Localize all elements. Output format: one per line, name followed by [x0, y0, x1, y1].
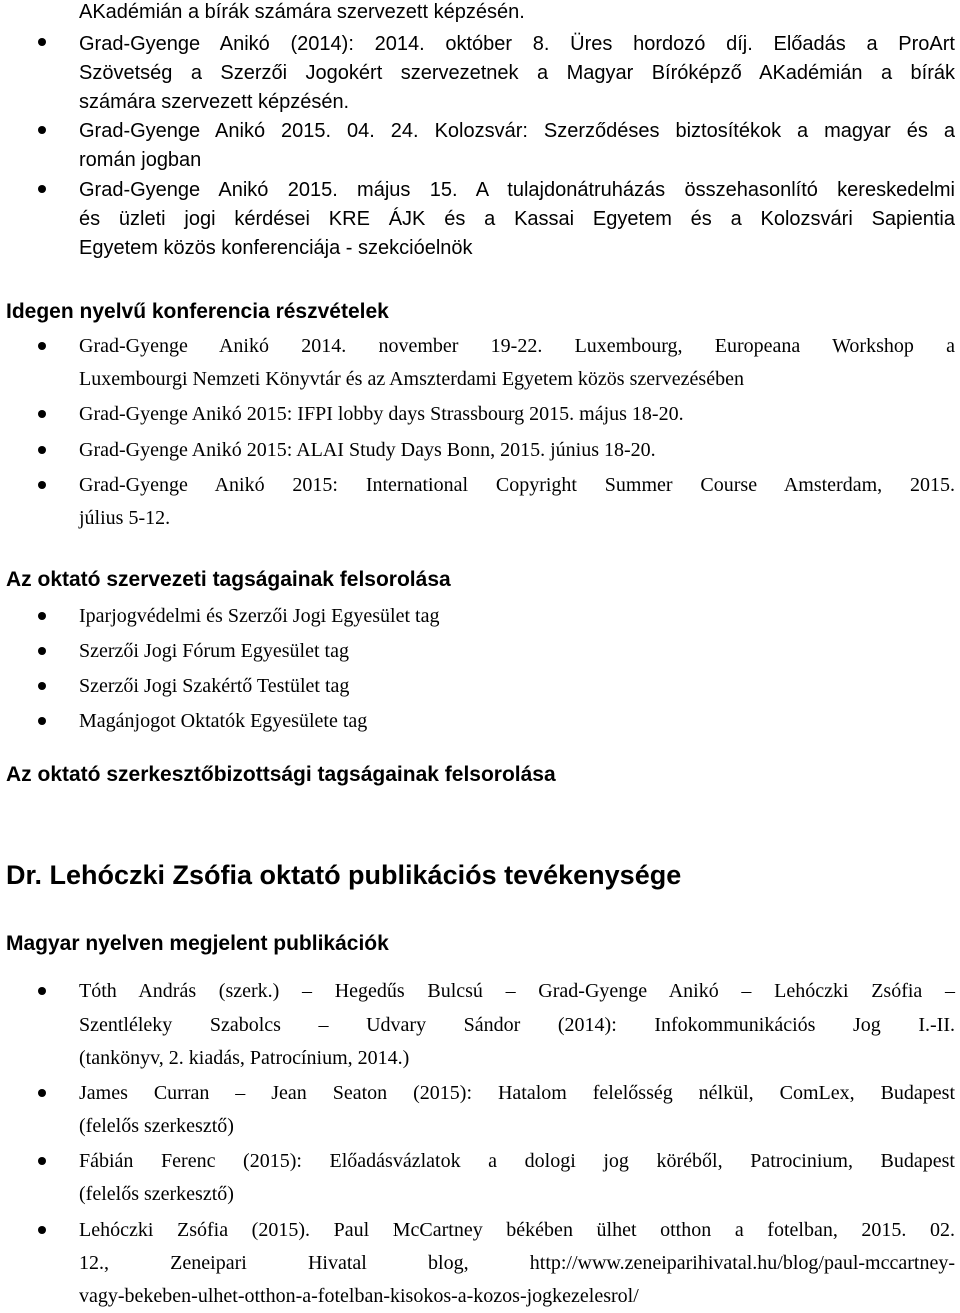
bullet-icon	[38, 446, 46, 454]
list-item-line: Grad-Gyenge Anikó 2015. 04. 24. Kolozsvár: Szerződéses biztosítékok a magyar és a	[79, 120, 955, 142]
bullet-icon	[38, 1226, 46, 1234]
publications-subheading: Magyar nyelven megjelent publikációk	[6, 932, 389, 955]
bullet-icon	[38, 682, 46, 690]
bullet-icon	[38, 647, 46, 655]
bullet-icon	[38, 1157, 46, 1165]
membership-item: Szerzői Jogi Szakértő Testület tag	[79, 675, 350, 697]
list-item-line: (tankönyv, 2. kiadás, Patrocínium, 2014.)	[79, 1047, 410, 1069]
list-item-line: Grad-Gyenge Anikó 2015: IFPI lobby days Strassbourg 2015. május 18-20.	[79, 403, 684, 425]
page-title: Dr. Lehóczki Zsófia oktató publikációs tevékenysége	[6, 860, 682, 890]
list-item-line: Grad-Gyenge Anikó 2015. május 15. A tulajdonátruházás összehasonlító kereskedelmi	[79, 179, 955, 201]
list-item-line: Lehóczki Zsófia (2015). Paul McCartney békében ülhet otthon a fotelban, 2015. 02.	[79, 1219, 955, 1241]
list-item-line: Luxembourgi Nemzeti Könyvtár és az Amszterdami Egyetem közös szervezésében	[79, 368, 744, 390]
bullet-icon	[38, 126, 46, 134]
list-item-line: Grad-Gyenge Anikó (2014): 2014. október 8. Üres hordozó díj. Előadás a ProArt	[79, 33, 955, 55]
list-item-line: román jogban	[79, 149, 202, 171]
list-item-line: Grad-Gyenge Anikó 2015: ALAI Study Days Bonn, 2015. június 18-20.	[79, 439, 656, 461]
bullet-icon	[38, 717, 46, 725]
list-item-line: Egyetem közös konferenciája - szekcióelnök	[79, 237, 473, 259]
bullet-icon	[38, 410, 46, 418]
list-item-line: július 5-12.	[79, 507, 171, 529]
list-item-line: számára szervezett képzésén.	[79, 91, 350, 113]
list-item-line: James Curran – Jean Seaton (2015): Hatalom felelősség nélkül, ComLex, Budapest	[79, 1082, 955, 1104]
editorial-heading: Az oktató szerkesztőbizottsági tagságainak felsorolása	[6, 763, 556, 786]
bullet-icon	[38, 185, 46, 193]
list-item-line: Grad-Gyenge Anikó 2015: International Copyright Summer Course Amsterdam, 2015.	[79, 474, 955, 496]
bullet-icon	[38, 481, 46, 489]
list-item-line: AKadémián a bírák számára szervezett képzésén.	[79, 1, 525, 23]
bullet-icon	[38, 987, 46, 995]
bullet-icon	[38, 38, 46, 46]
blog-link-line[interactable]: 12., Zeneipari Hivatal blog, http://www.zeneiparihivatal.hu/blog/paul-mccartney-	[79, 1252, 955, 1274]
list-item-line: (felelős szerkesztő)	[79, 1183, 234, 1205]
conference-heading: Idegen nyelvű konferencia részvételek	[6, 300, 389, 323]
membership-item: Iparjogvédelmi és Szerzői Jogi Egyesület tag	[79, 605, 440, 627]
list-item-line: Szentléleky Szabolcs – Udvary Sándor (2014): Infokommunikációs Jog I.-II.	[79, 1014, 955, 1036]
list-item-line: Grad-Gyenge Anikó 2014. november 19-22. Luxembourg, Europeana Workshop a	[79, 335, 955, 357]
bullet-icon	[38, 1089, 46, 1097]
list-item-line: (felelős szerkesztő)	[79, 1115, 234, 1137]
list-item-line: Fábián Ferenc (2015): Előadásvázlatok a dologi jog köréből, Patrocinium, Budapest	[79, 1150, 955, 1172]
membership-heading: Az oktató szervezeti tagságainak felsorolása	[6, 568, 451, 591]
list-item-line: és üzleti jogi kérdései KRE ÁJK és a Kassai Egyetem és a Kolozsvári Sapientia	[79, 208, 955, 230]
bullet-icon	[38, 612, 46, 620]
membership-item: Szerzői Jogi Fórum Egyesület tag	[79, 640, 349, 662]
list-item-line: Tóth András (szerk.) – Hegedűs Bulcsú – Grad-Gyenge Anikó – Lehóczki Zsófia –	[79, 980, 955, 1002]
list-item-line: Szövetség a Szerzői Jogokért szervezetnek a Magyar Bíróképző AKadémián a bírák	[79, 62, 955, 84]
membership-item: Magánjogot Oktatók Egyesülete tag	[79, 710, 368, 732]
bullet-icon	[38, 342, 46, 350]
blog-link-line[interactable]: vagy-bekeben-ulhet-otthon-a-fotelban-kisokos-a-kozos-jogkezelesrol/	[79, 1285, 639, 1307]
